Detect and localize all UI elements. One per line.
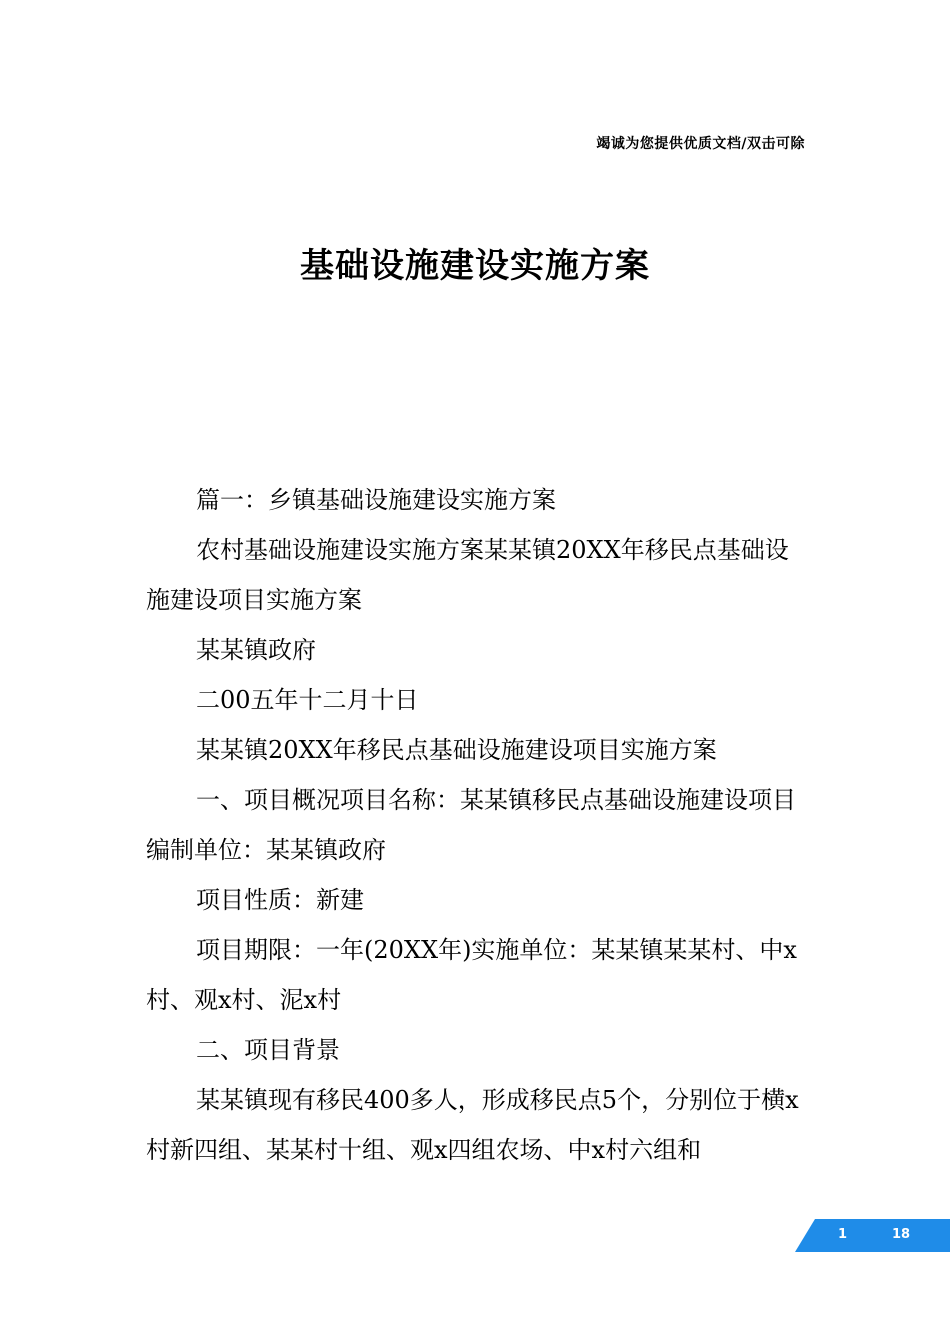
paragraph: 某某镇现有移民400多人，形成移民点5个，分别位于横x村新四组、某某村十组、观x四组农场、中x村六组和 [146,1086,799,1164]
page-footer [795,1219,950,1252]
document-title: 基础设施建设实施方案 [300,246,650,286]
paragraph: 某某镇政府 [196,636,316,664]
header-note: 竭诚为您提供优质文档/双击可除 [596,136,805,152]
paragraph: 项目性质：新建 [196,886,364,914]
paragraph: 一、项目概况项目名称：某某镇移民点基础设施建设项目编制单位：某某镇政府 [146,786,796,864]
paragraph: 某某镇20XX年移民点基础设施建设项目实施方案 [196,736,717,764]
paragraph: 项目期限：一年(20XX年)实施单位：某某镇某某村、中x村、观x村、泥x村 [146,936,797,1014]
paragraph: 二00五年十二月十日 [196,686,419,714]
paragraph: 篇一：乡镇基础设施建设实施方案 [196,486,556,514]
footer-band [795,1219,950,1252]
document-body [146,475,808,1175]
page-number: 1 [838,1227,848,1242]
page-total: 18 [892,1227,911,1242]
paragraph: 二、项目背景 [196,1036,340,1064]
paragraph: 农村基础设施建设实施方案某某镇20XX年移民点基础设施建设项目实施方案 [146,536,789,614]
